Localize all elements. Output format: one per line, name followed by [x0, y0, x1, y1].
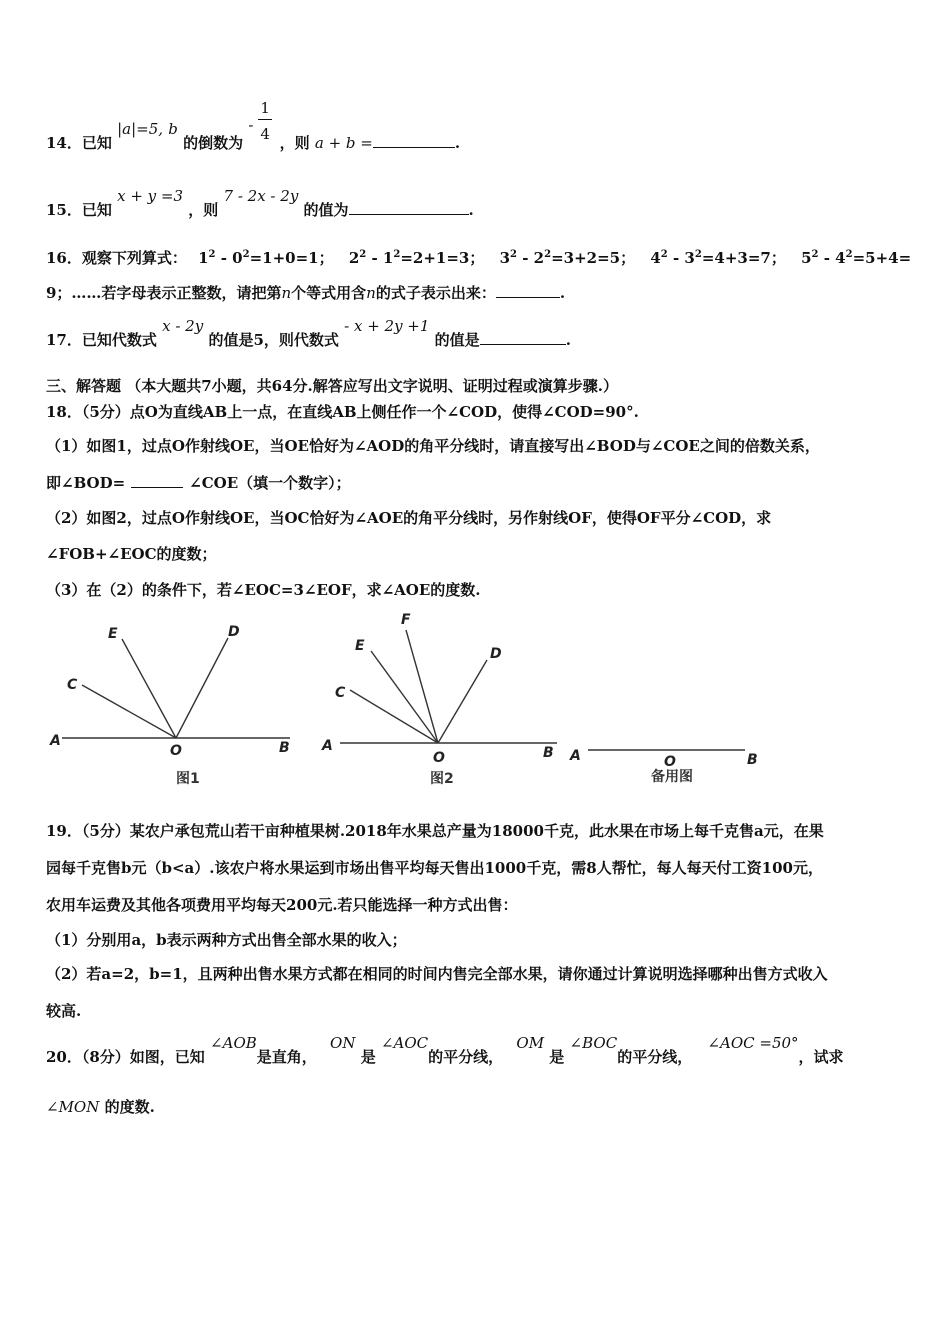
fig3-label-o: O — [664, 754, 676, 770]
fig1-label-o: O — [170, 743, 182, 759]
fig3-label-b: B — [747, 752, 758, 768]
figure-2 — [340, 630, 557, 743]
q14-recip-text: 的倒数为 — [183, 134, 244, 152]
q16-line2a: 9；……若字母表示正整数，请把第 — [46, 284, 282, 302]
q20-prefix: 20．（8分）如图，已知 — [46, 1048, 205, 1066]
fig2-ray-od — [438, 660, 487, 743]
fig1-label-b: B — [279, 740, 290, 756]
q20-boc: ∠BOC — [569, 1034, 618, 1052]
q20-t7: 的度数. — [104, 1098, 155, 1116]
fig1-label-e: E — [108, 626, 118, 642]
q15-tail: 的值为 — [303, 201, 349, 219]
q14-b: b — [168, 120, 178, 138]
fig1-ray-od — [176, 638, 228, 738]
q20-on: ON — [330, 1034, 356, 1052]
q18-line4: （2）如图2，过点O作射线OE，当OC恰好为∠AOE的角平分线时，另作射线OF，使得OF平分∠COD，求 — [46, 509, 772, 527]
section-3-heading: 三、解答题 （本大题共7小题，共64分.解答应写出文字说明、证明过程或演算步骤.） — [46, 377, 618, 395]
q15-expr: 7 - 2x - 2y — [223, 187, 299, 205]
q19-line6: 较高. — [46, 1002, 82, 1020]
fig3-caption: 备用图 — [651, 769, 693, 785]
q17-mid: 的值是5，则代数式 — [208, 331, 339, 349]
q18-line6: （3）在（2）的条件下，若∠EOC=3∠EOF，求∠AOE的度数. — [46, 581, 481, 599]
q14-frac-sign: - — [248, 116, 254, 134]
q20-t5: 的平分线， — [617, 1048, 693, 1066]
q20-t3: 的平分线， — [428, 1048, 504, 1066]
q16-eq1: $1^2 - 0^2=1+0=1$； — [198, 249, 334, 267]
q17-tail: 的值是 — [434, 331, 480, 349]
q18-line1: 18．（5分）点O为直线AB上一点，在直线AB上侧任作一个∠COD，使得∠COD=90°. — [46, 403, 639, 421]
fig2-label-b: B — [543, 745, 554, 761]
q20-om: OM — [516, 1034, 545, 1052]
q16-eq3: $3^2 - 2^2=3+2=5$； — [499, 249, 636, 267]
fig3-label-a: A — [570, 748, 581, 764]
q14-frac-den: 4 — [260, 125, 270, 143]
q16-n: n — [281, 284, 292, 302]
q16-line2b: 个等式用含 — [291, 284, 367, 302]
q20-cond: ∠AOC =50° — [707, 1034, 799, 1052]
fig2-label-d: D — [490, 646, 502, 662]
q17-expr1: x - 2y — [162, 317, 204, 335]
q20-t1: 是直角， — [256, 1048, 317, 1066]
fig1-label-d: D — [228, 624, 240, 640]
fig2-label-a: A — [322, 738, 333, 754]
q19-line1: 19．（5分）某农户承包荒山若干亩种植果树.2018年水果总产量为18000千克，此水果在市场上每千克售a元，在果 — [46, 822, 824, 840]
q14-abs-a: |a| — [117, 120, 137, 138]
q18-line3a: 即∠BOD= — [46, 474, 126, 492]
q14-frac-num: 1 — [260, 99, 270, 117]
q15-end: . — [468, 201, 474, 219]
q14-eq5: =5, — [136, 120, 164, 138]
q16-end: . — [559, 284, 566, 302]
q19-line3: 农用车运费及其他各项费用平均每天200元.若只能选择一种方式出售： — [46, 896, 518, 914]
q17-prefix: 17．已知代数式 — [46, 331, 157, 349]
q16-n2: n — [366, 284, 376, 302]
q16-eq4: $4^2 - 3^2=4+3=7$； — [650, 249, 786, 267]
q19-line2: 园每千克售b元（b<a）.该农户将水果运到市场出售平均每天售出1000千克，需8人帮忙，每人每天付工资100元， — [46, 859, 823, 877]
q17-expr2: - x + 2y +1 — [344, 317, 430, 335]
q19-line4: （1）分别用a，b表示两种方式出售全部水果的收入； — [46, 931, 407, 949]
fig2-label-o: O — [433, 750, 445, 766]
q20-t6: ，试求 — [798, 1048, 844, 1066]
q14-then: ，则 — [279, 134, 310, 152]
fig1-label-c: C — [67, 677, 78, 693]
fig2-label-f: F — [401, 612, 411, 628]
q14-prefix: 14．已知 — [46, 134, 112, 152]
fig2-caption: 图2 — [430, 771, 454, 787]
fig2-ray-oe — [371, 651, 438, 743]
q17-end: . — [565, 331, 571, 349]
q20-aob: ∠AOB — [210, 1034, 257, 1052]
q20-t4: 是 — [549, 1048, 565, 1066]
fig2-label-e: E — [355, 638, 365, 654]
q18-line3b: ∠COE（填一个数字）； — [189, 474, 351, 492]
fig1-caption: 图1 — [176, 771, 200, 787]
q14-expr: a + b = — [314, 134, 373, 152]
figure-1 — [62, 638, 290, 738]
fig2-label-c: C — [335, 685, 346, 701]
q20-mon: ∠MON — [46, 1098, 100, 1116]
q19-line5: （2）若a=2，b=1，且两种出售水果方式都在相同的时间内售完全部水果，请你通过计算说明选择哪种出售方式收入 — [46, 965, 828, 983]
q20-line2 — [46, 1097, 155, 1117]
q14-end: . — [454, 134, 461, 152]
fig1-label-a: A — [50, 733, 61, 749]
q16-eq2: $2^2 - 1^2=2+1=3$； — [348, 249, 485, 267]
q15-prefix: 15．已知 — [46, 201, 112, 219]
q20-line1 — [46, 1034, 844, 1067]
q18-line2: （1）如图1，过点O作射线OE，当OE恰好为∠AOD的角平分线时，请直接写出∠BOD与∠COE之间的倍数关系， — [46, 437, 820, 455]
q15-cond: x + y =3 — [117, 187, 184, 205]
q16-line2c: 的式子表示出来： — [375, 284, 496, 302]
q16-eq5: $5^2 - 4^2=5+4=$ — [801, 249, 912, 267]
q20-aoc: ∠AOC — [380, 1034, 429, 1052]
q18-line5: ∠FOB+∠EOC的度数； — [46, 545, 217, 563]
q15-then: ，则 — [188, 201, 219, 219]
q16-line1: 16．观察下列算式： — [46, 249, 187, 267]
q20-t2: 是 — [360, 1048, 376, 1066]
